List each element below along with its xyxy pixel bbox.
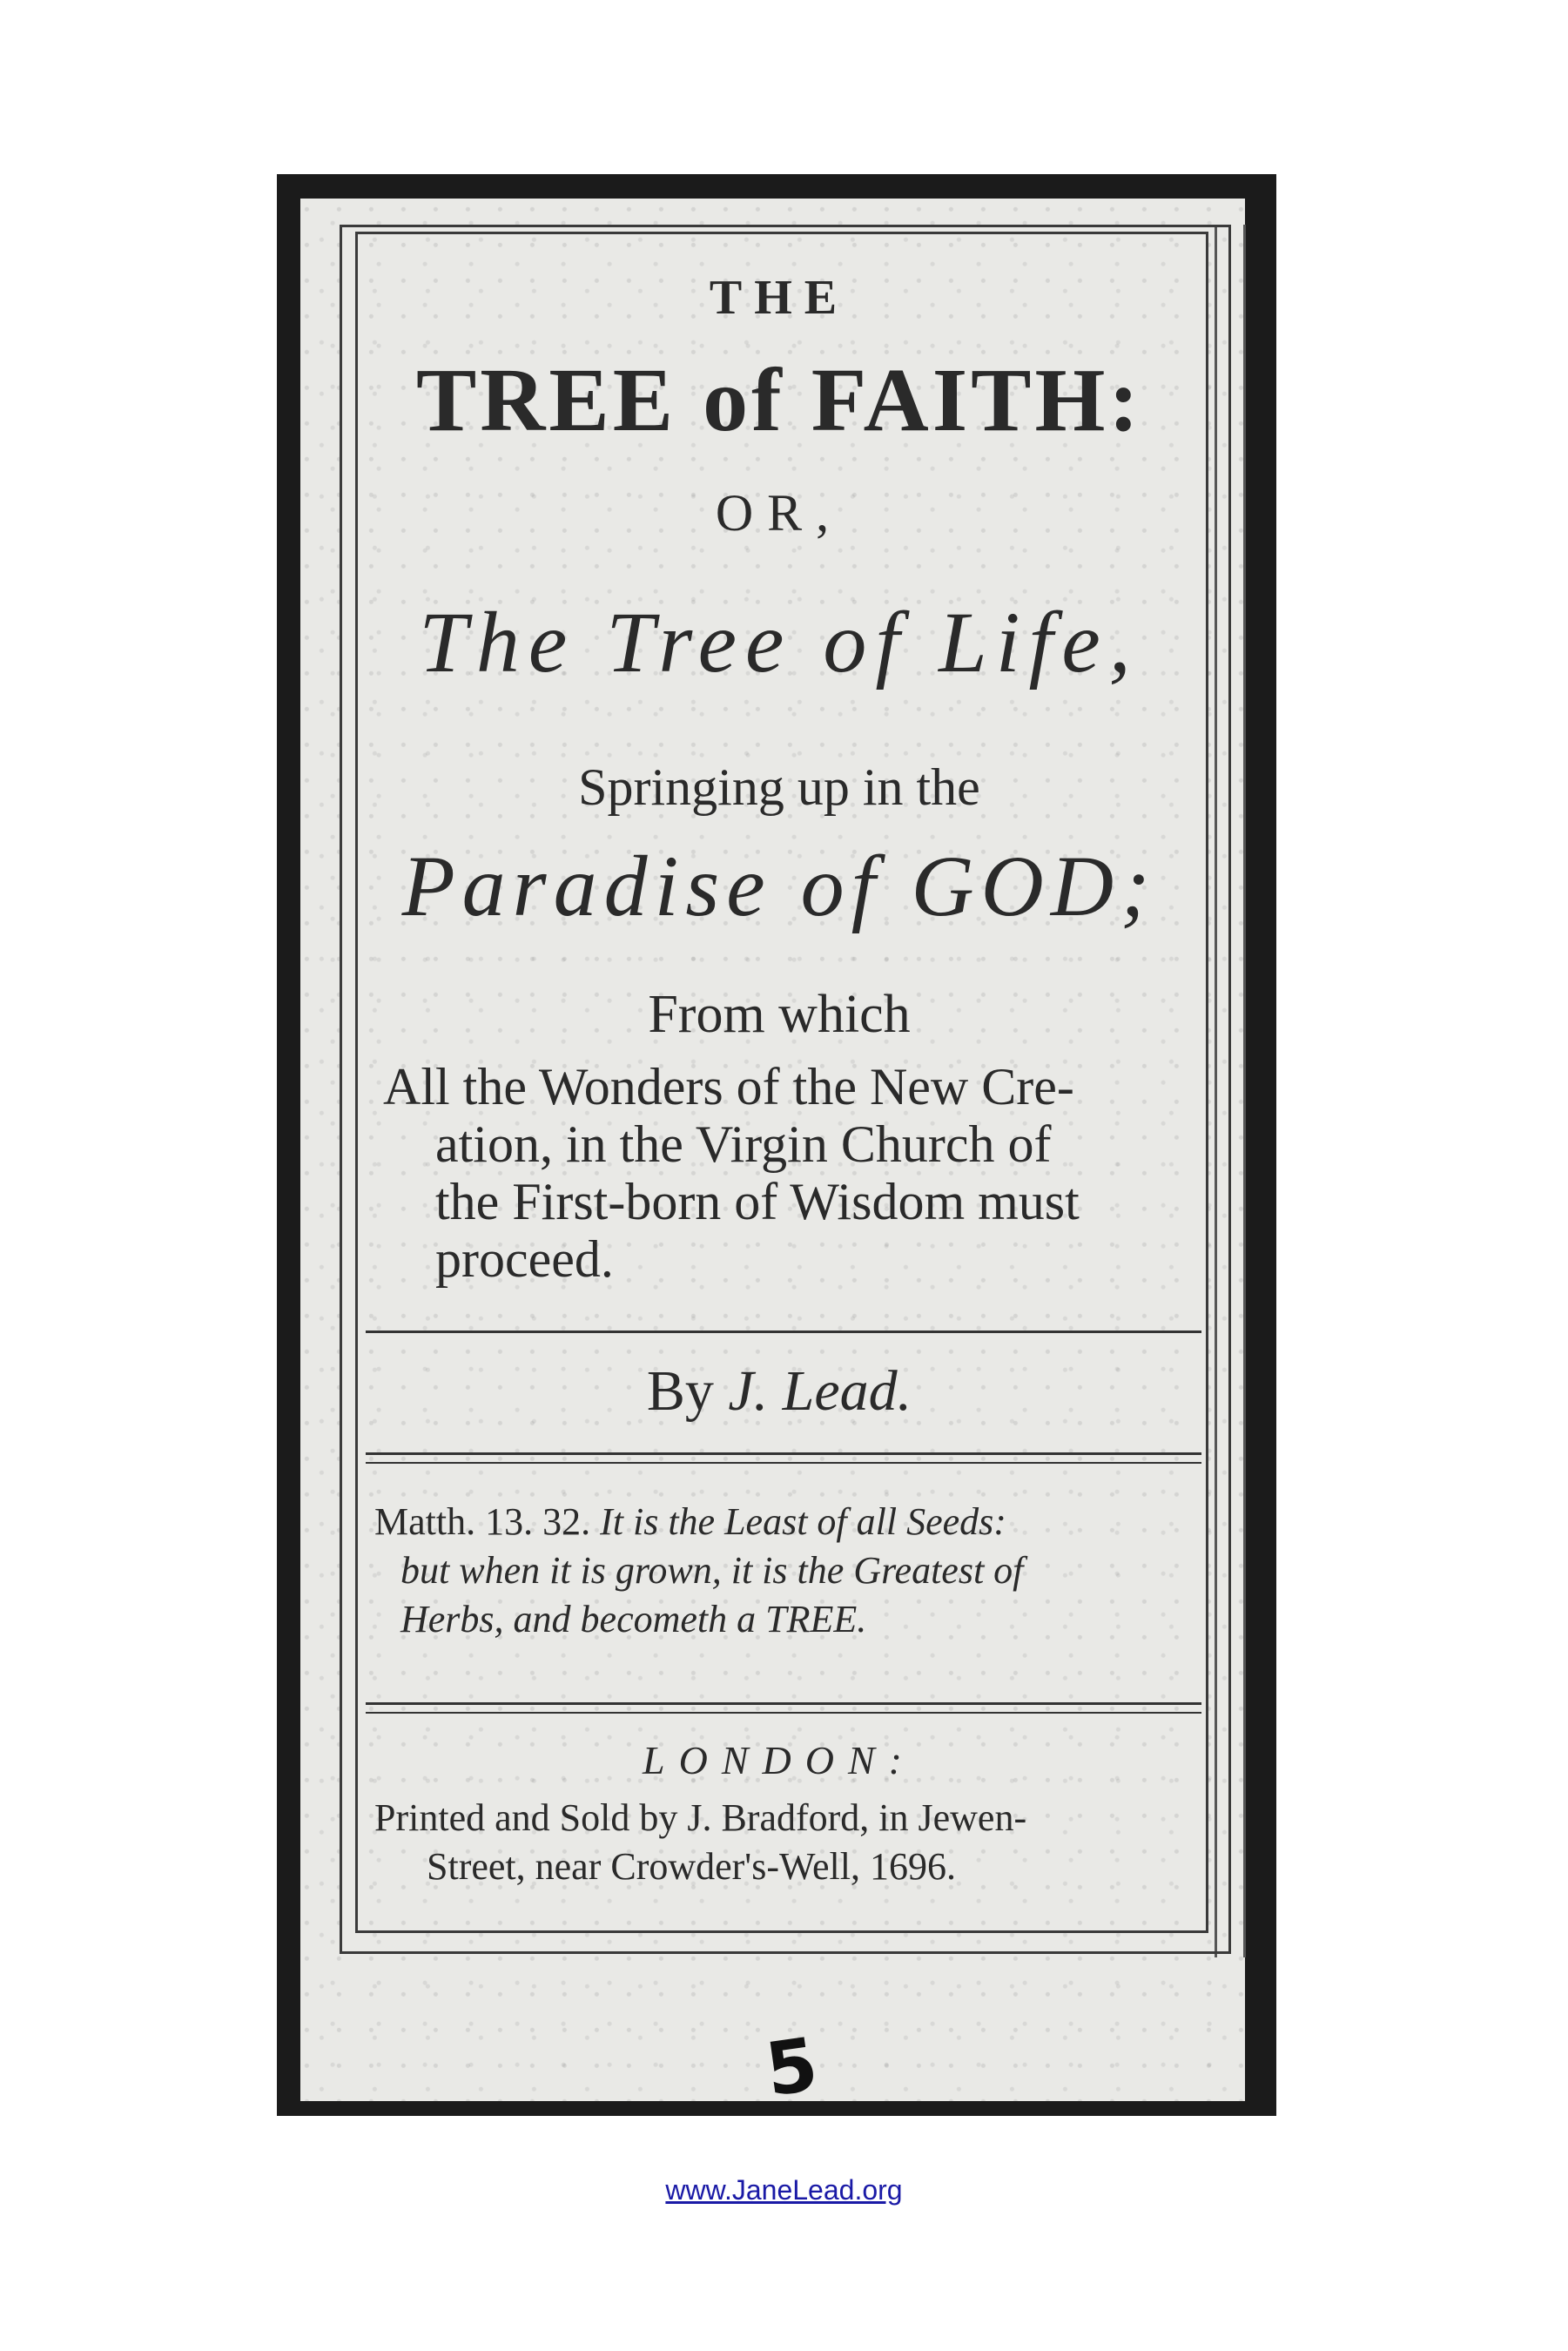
website-link[interactable]: www.JaneLead.org: [665, 2174, 903, 2206]
description: [383, 1058, 1201, 1288]
by-prefix: By: [646, 1359, 714, 1423]
imprint: [374, 1794, 1210, 1891]
main-title: TREE of FAITH:: [415, 350, 1143, 450]
scripture-line: It is the Least of all Seeds:: [600, 1500, 1006, 1543]
scripture-reference: Matth. 13. 32.: [374, 1500, 591, 1543]
double-divider-rule: [366, 1702, 1201, 1714]
imprint-line: Street, near Crowder's-Well, 1696.: [427, 1845, 956, 1888]
title-or: OR,: [715, 484, 844, 542]
double-divider-rule: [366, 1452, 1201, 1464]
scripture-line: Herbs, and becometh a TREE.: [400, 1598, 867, 1640]
scripture-line: but when it is grown, it is the Greatest of: [400, 1549, 1024, 1592]
description-line: ation, in the Virgin Church of: [435, 1115, 1052, 1173]
imprint-line: Printed and Sold by J. Bradford, in Jewen-: [374, 1796, 1027, 1839]
description-line: All the Wonders of the New Cre-: [383, 1058, 1074, 1115]
author-name: J. Lead.: [728, 1359, 912, 1423]
title-the: THE: [709, 271, 850, 325]
handwritten-page-number: 5: [760, 2021, 823, 2113]
imprint-place: LONDON:: [643, 1738, 916, 1782]
from-which-line: From which: [648, 985, 911, 1044]
author-line: [366, 1358, 1193, 1425]
divider-rule: [366, 1330, 1201, 1333]
subtitle: The Tree of Life,: [419, 594, 1140, 690]
paradise-line: Paradise of GOD;: [401, 838, 1157, 934]
scripture-quote: [374, 1498, 1210, 1644]
springing-line: Springing up in the: [578, 758, 980, 816]
description-line: the First-born of Wisdom must: [435, 1173, 1080, 1230]
description-line: proceed.: [435, 1230, 614, 1288]
